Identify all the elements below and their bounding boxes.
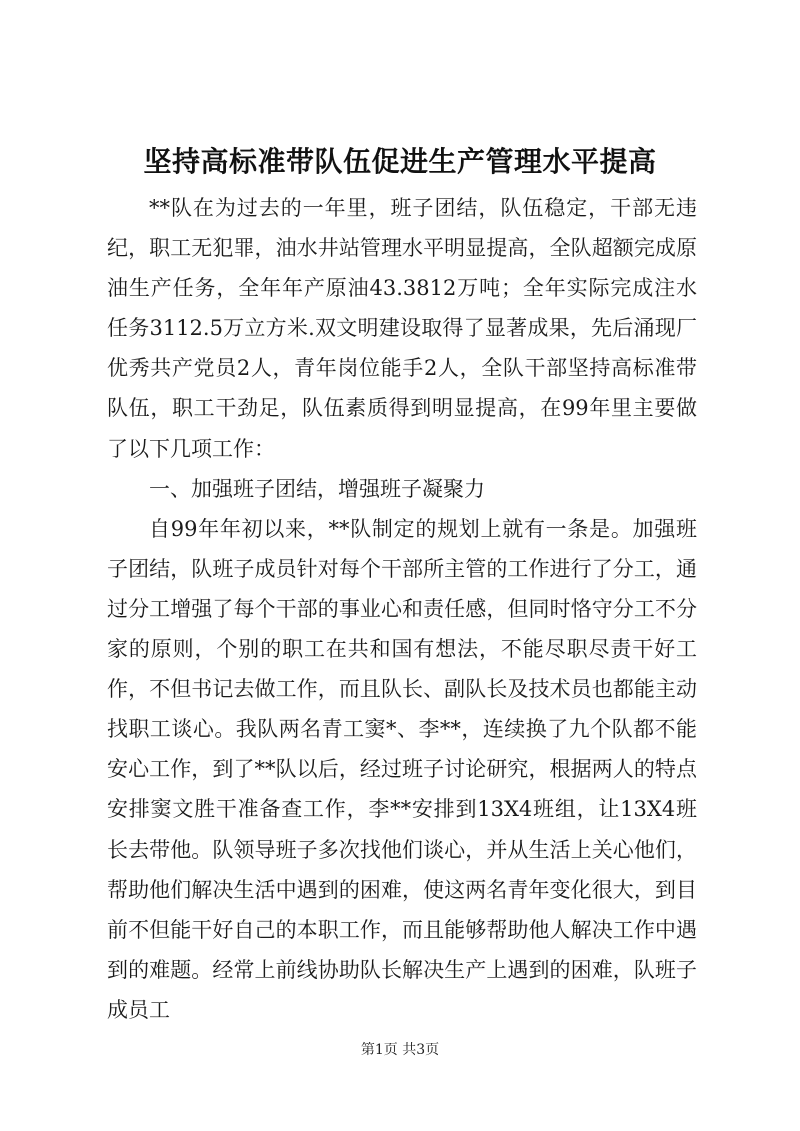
document-body: [107, 188, 697, 1030]
section-heading-1: 一、加强班子团结，增强班子凝聚力: [149, 476, 485, 501]
intro-paragraph: **队在为过去的一年里，班子团结，队伍稳定，干部无违纪，职工无犯罪，油水井站管理水平明显提高，全队超额完成原油生产任务，全年年产原油43.3812万吨；全年实际完成注水任务3112.5万立方米.双文明建设取得了显著成果，先后涌现厂优秀共产党员2人，青年岗位能手2人，全队干部坚持高标准带队伍，职工干劲足，队伍素质得到明显提高，在99年里主要做了以下几项工作：: [107, 196, 697, 461]
document-title: 坚持高标准带队伍促进生产管理水平提高: [143, 145, 657, 178]
section-1-paragraph: 自99年年初以来，**队制定的规划上就有一条是。加强班子团结，队班子成员针对每个干部所主管的工作进行了分工，通过分工增强了每个干部的事业心和责任感，但同时恪守分工不分家的原则，个别的职工在共和国有想法，不能尽职尽责干好工作，不但书记去做工作，而且队长、副队长及技术员也都能主动找职工谈心。我队两名青工窦*、李**，连续换了九个队都不能安心工作，到了**队以后，经过班子讨论研究，根据两人的特点安排窦文胜干准备查工作，李**安排到13X4班组，让13X4班长去带他。队领导班子多次找他们谈心，并从生活上关心他们，帮助他们解决生活中遇到的困难，使这两名青年变化很大，到目前不但能干好自己的本职工作，而且能够帮助他人解决工作中遇到的难题。经常上前线协助队长解决生产上遇到的困难，队班子成员工: [107, 516, 697, 1022]
page-footer: 第1页 共3页: [360, 1042, 440, 1058]
